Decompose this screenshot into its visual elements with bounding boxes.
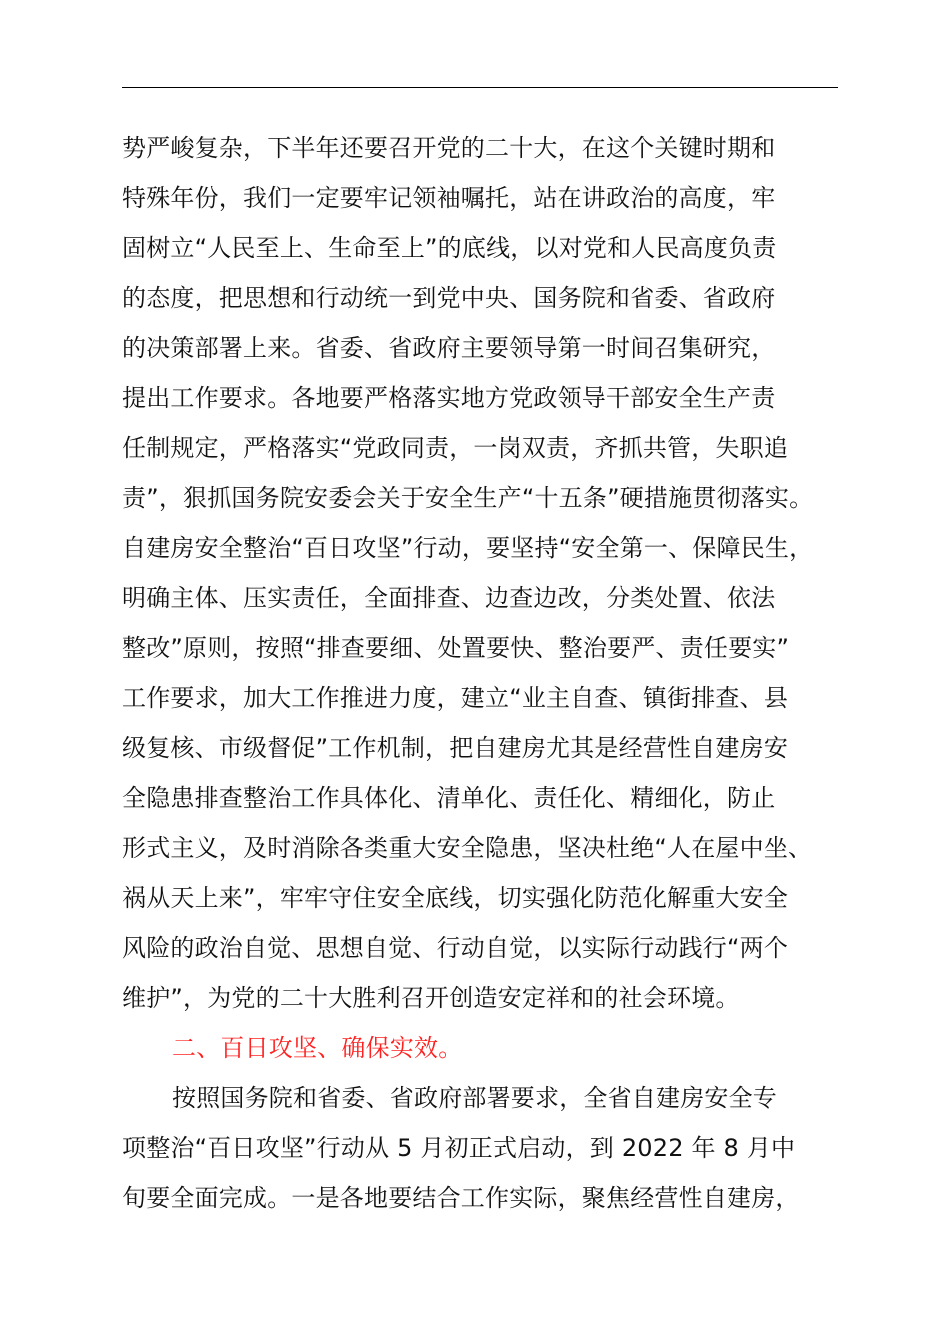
text-line: 维护”，为党的二十大胜利召开创造安定祥和的社会环境。 (122, 984, 740, 1012)
text-line: 任制规定，严格落实“党政同责，一岗双责，齐抓共管，失职追 (122, 434, 789, 462)
text-line: 整改”原则，按照“排查要细、处置要快、整治要严、责任要实” (122, 634, 790, 662)
text-line: 全隐患排查整治工作具体化、清单化、责任化、精细化，防止 (122, 784, 776, 812)
text-line: 的态度，把思想和行动统一到党中央、国务院和省委、省政府 (122, 284, 776, 312)
document-body (122, 126, 842, 1226)
text-line: 级复核、市级督促”工作机制，把自建房尤其是经营性自建房安 (122, 734, 789, 762)
text-line: 的决策部署上来。省委、省政府主要领导第一时间召集研究， (122, 334, 776, 362)
text-line: 责”，狠抓国务院安委会关于安全生产“十五条”硬措施贯彻落实。 (122, 484, 814, 512)
paragraph-first-line: 按照国务院和省委、省政府部署要求，全省自建房安全专 (172, 1084, 777, 1112)
text-line: 提出工作要求。各地要严格落实地方党政领导干部安全生产责 (122, 384, 776, 412)
text-line: 项整治“百日攻坚”行动从 5 月初正式启动，到 2022 年 8 月中 (122, 1134, 796, 1162)
text-line: 祸从天上来”，牢牢守住安全底线，切实强化防范化解重大安全 (122, 884, 789, 912)
text-line: 势严峻复杂，下半年还要召开党的二十大，在这个关键时期和 (122, 134, 776, 162)
section-heading: 二、百日攻坚、确保实效。 (172, 1034, 463, 1062)
text-line: 形式主义，及时消除各类重大安全隐患，坚决杜绝“人在屋中坐、 (122, 834, 813, 862)
text-line: 旬要全面完成。一是各地要结合工作实际，聚焦经营性自建房， (122, 1184, 800, 1212)
text-line: 工作要求，加大工作推进力度，建立“业主自查、镇街排查、县 (122, 684, 789, 712)
header-rule (122, 87, 838, 88)
text-line: 特殊年份，我们一定要牢记领袖嘱托，站在讲政治的高度，牢 (122, 184, 776, 212)
text-line: 明确主体、压实责任，全面排查、边查边改，分类处置、依法 (122, 584, 776, 612)
text-line: 风险的政治自觉、思想自觉、行动自觉，以实际行动践行“两个 (122, 934, 789, 962)
text-line: 固树立“人民至上、生命至上”的底线，以对党和人民高度负责 (122, 234, 777, 262)
text-line: 自建房安全整治“百日攻坚”行动，要坚持“安全第一、保障民生， (122, 534, 814, 562)
